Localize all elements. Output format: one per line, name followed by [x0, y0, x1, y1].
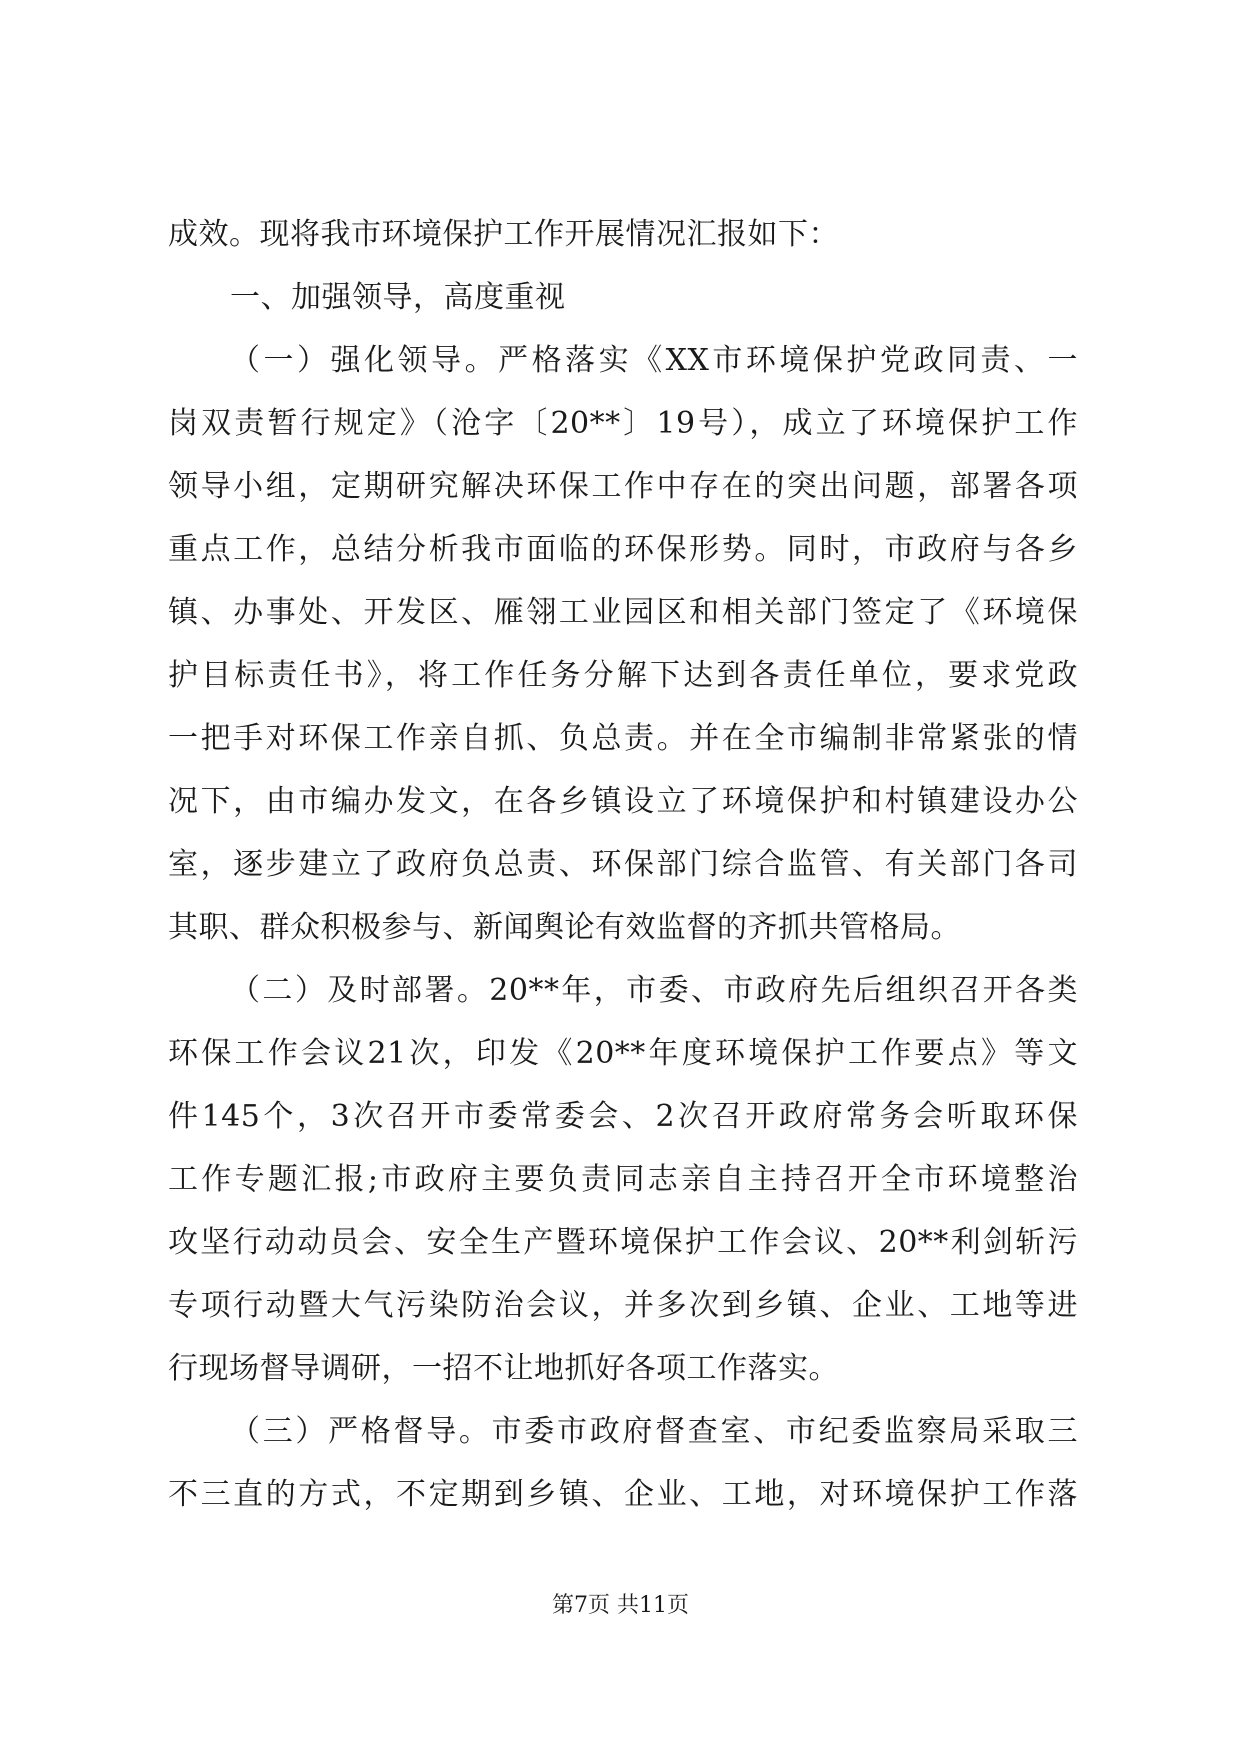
paragraph-first-line: （二）及时部署。20**年，市委、市政府先后组织召开各类: [230, 973, 1078, 1008]
text-line: 况下，由市编办发文，在各乡镇设立了环境保护和村镇建设办公: [168, 784, 1078, 819]
section-heading: 一、加强领导，高度重视: [230, 280, 566, 315]
text-line: 环保工作会议21次，印发《20**年度环境保护工作要点》等文: [168, 1036, 1078, 1071]
text-line: 行现场督导调研，一招不让地抓好各项工作落实。: [168, 1351, 839, 1386]
text-line: 护目标责任书》，将工作任务分解下达到各责任单位，要求党政: [168, 658, 1078, 693]
text-line: 其职、群众积极参与、新闻舆论有效监督的齐抓共管格局。: [168, 910, 961, 945]
text-line: 成效。现将我市环境保护工作开展情况汇报如下：: [168, 217, 839, 252]
text-line: 岗双责暂行规定》（沧字〔20**〕19号），成立了环境保护工作: [168, 406, 1078, 441]
text-line: 工作专题汇报;市政府主要负责同志亲自主持召开全市环境整治: [168, 1162, 1078, 1197]
text-line: 一把手对环保工作亲自抓、负总责。并在全市编制非常紧张的情: [168, 721, 1078, 756]
text-line: 不三直的方式，不定期到乡镇、企业、工地，对环境保护工作落: [168, 1477, 1078, 1512]
text-line: 室，逐步建立了政府负总责、环保部门综合监管、有关部门各司: [168, 847, 1078, 882]
text-line: 领导小组，定期研究解决环保工作中存在的突出问题，部署各项: [168, 469, 1078, 504]
text-line: 件145个，3次召开市委常委会、2次召开政府常务会听取环保: [168, 1099, 1078, 1134]
text-line: 重点工作，总结分析我市面临的环保形势。同时，市政府与各乡: [168, 532, 1078, 567]
text-line: 攻坚行动动员会、安全生产暨环境保护工作会议、20**利剑斩污: [168, 1225, 1078, 1260]
paragraph-first-line: （三）严格督导。市委市政府督查室、市纪委监察局采取三: [230, 1414, 1078, 1449]
text-line: 镇、办事处、开发区、雁翎工业园区和相关部门签定了《环境保: [168, 595, 1078, 630]
text-line: 专项行动暨大气污染防治会议，并多次到乡镇、企业、工地等进: [168, 1288, 1078, 1323]
document-body: [168, 203, 1078, 1526]
paragraph-first-line: （一）强化领导。严格落实《XX市环境保护党政同责、一: [230, 343, 1078, 378]
page-number-footer: 第7页 共11页: [552, 1593, 689, 1618]
